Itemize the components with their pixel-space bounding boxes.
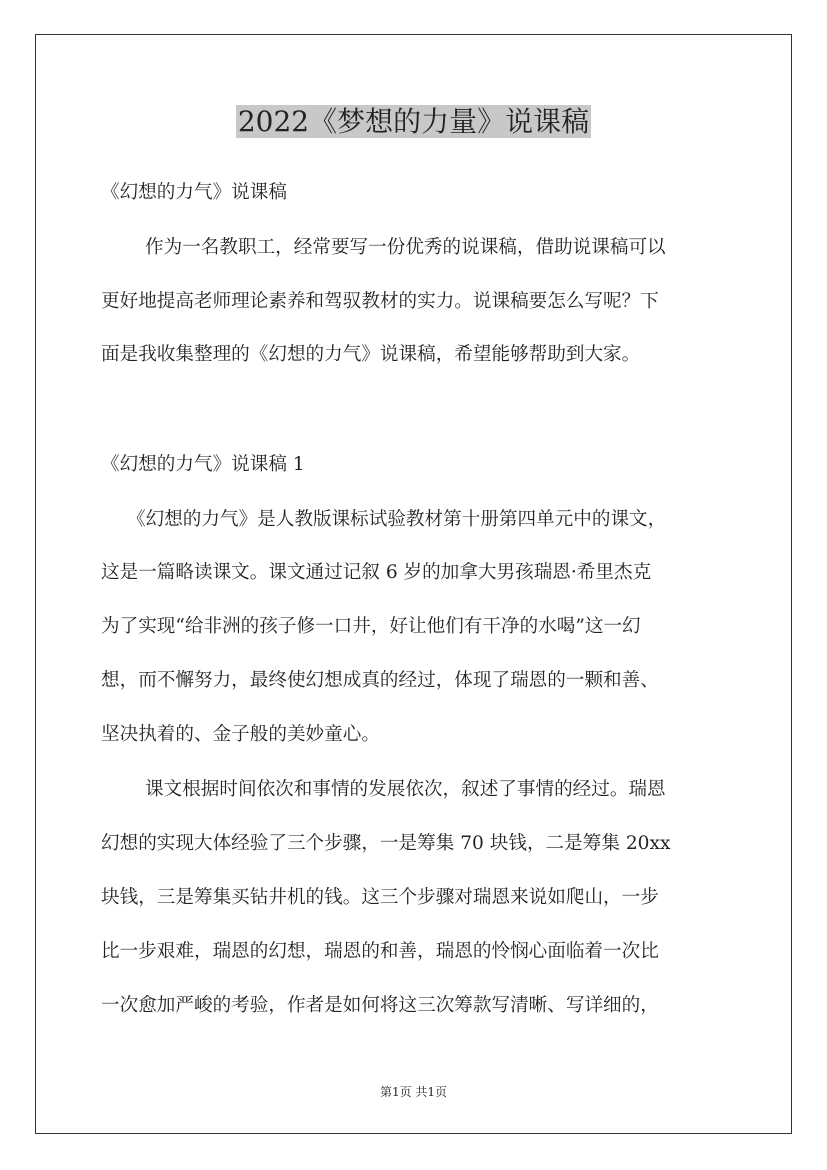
title-text: 2022《梦想的力量》说课稿 (237, 105, 590, 138)
paragraph-line: 更好地提高老师理论素养和驾驭教材的实力。说课稿要怎么写呢？下 (101, 291, 659, 312)
paragraph-line: 一次愈加严峻的考验，作者是如何将这三次筹款写清晰、写详细的， (101, 995, 659, 1016)
paragraph-line: 这是一篇略读课文。课文通过记叙 6 岁的加拿大男孩瑞恩·希里杰克 (101, 562, 652, 583)
paragraph-line: 幻想的实现大体经验了三个步骤，一是筹集 70 块钱，二是筹集 20xx (101, 833, 671, 854)
page-footer: 第1页 共1页 (379, 1085, 448, 1099)
paragraph-line: 坚决执着的、金子般的美妙童心。 (101, 724, 380, 745)
paragraph-line: 课文根据时间依次和事情的发展依次，叙述了事情的经过。瑞恩 (145, 779, 666, 800)
paragraph-line: 比一步艰难，瑞恩的幻想，瑞恩的和善，瑞恩的怜悯心面临着一次比 (101, 941, 659, 962)
document-title (0, 102, 827, 142)
paragraph-line: 《幻想的力气》是人教版课标试验教材第十册第四单元中的课文， (127, 509, 667, 530)
paragraph-line: 为了实现“给非洲的孩子修一口井，好让他们有干净的水喝”这一幻 (101, 616, 641, 637)
paragraph-line: 作为一名教职工，经常要写一份优秀的说课稿，借助说课稿可以 (145, 237, 666, 258)
section-heading: 《幻想的力气》说课稿 1 (101, 454, 305, 475)
paragraph-line: 块钱，三是筹集买钻井机的钱。这三个步骤对瑞恩来说如爬山，一步 (101, 887, 659, 908)
paragraph-line: 面是我收集整理的《幻想的力气》说课稿，希望能够帮助到大家。 (101, 344, 641, 365)
subtitle-line: 《幻想的力气》说课稿 (101, 182, 287, 203)
paragraph-line: 想，而不懈努力，最终使幻想成真的经过，体现了瑞恩的一颗和善、 (101, 670, 659, 691)
